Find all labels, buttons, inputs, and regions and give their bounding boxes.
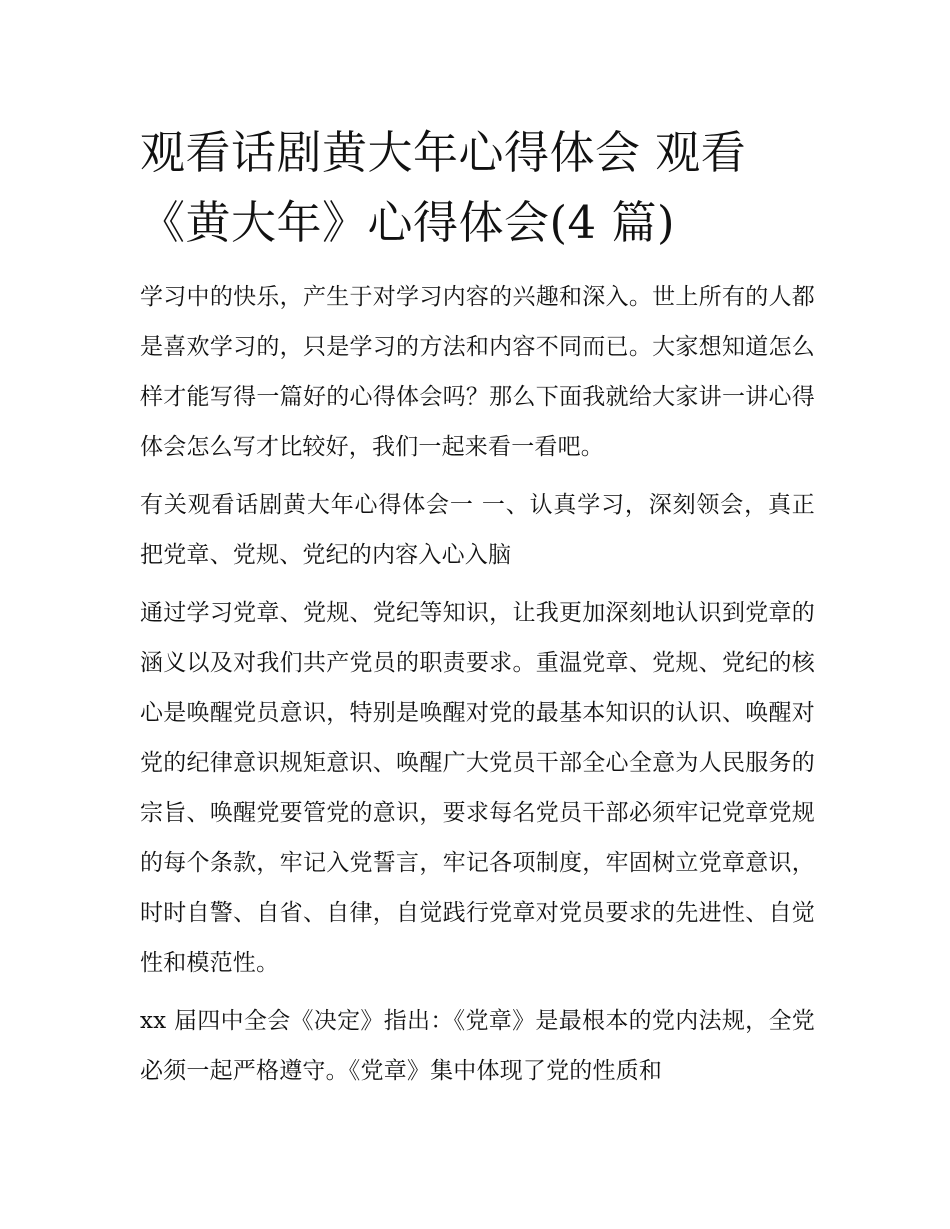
paragraph-party-rules: 通过学习党章、党规、党纪等知识，让我更加深刻地认识到党章的涵义以及对我们共产党员的职责要求。重温党章、党规、党纪的核心是唤醒党员意识，特别是唤醒对党的最基本知识的认识、唤醒对党的纪律意识规矩意识、唤醒广大党员干部全心全意为人民服务的宗旨、唤醒党要管党的意识，要求每名党员干部必须牢记党章党规的每个条款，牢记入党誓言，牢记各项制度，牢固树立党章意识，时时自警、自省、自律，自觉践行党章对党员要求的先进性、自觉性和模范性。: [140, 600, 815, 976]
document-body: [140, 118, 815, 1096]
paragraph-intro: 学习中的快乐，产生于对学习内容的兴趣和深入。世上所有的人都是喜欢学习的，只是学习的方法和内容不同而已。大家想知道怎么样才能写得一篇好的心得体会吗？那么下面我就给大家讲一讲心得体会怎么写才比较好，我们一起来看一看吧。: [140, 284, 815, 460]
paragraph-plenum-decision: xx 届四中全会《决定》指出：《党章》是最根本的党内法规，全党必须一起严格遵守。《党章》集中体现了党的性质和: [140, 1008, 815, 1084]
paragraph-section-heading: 有关观看话剧黄大年心得体会一 一、认真学习，深刻领会，真正把党章、党规、党纪的内容入心入脑: [140, 492, 815, 568]
document-title: 观看话剧黄大年心得体会 观看《黄大年》心得体会(4 篇): [140, 126, 747, 249]
